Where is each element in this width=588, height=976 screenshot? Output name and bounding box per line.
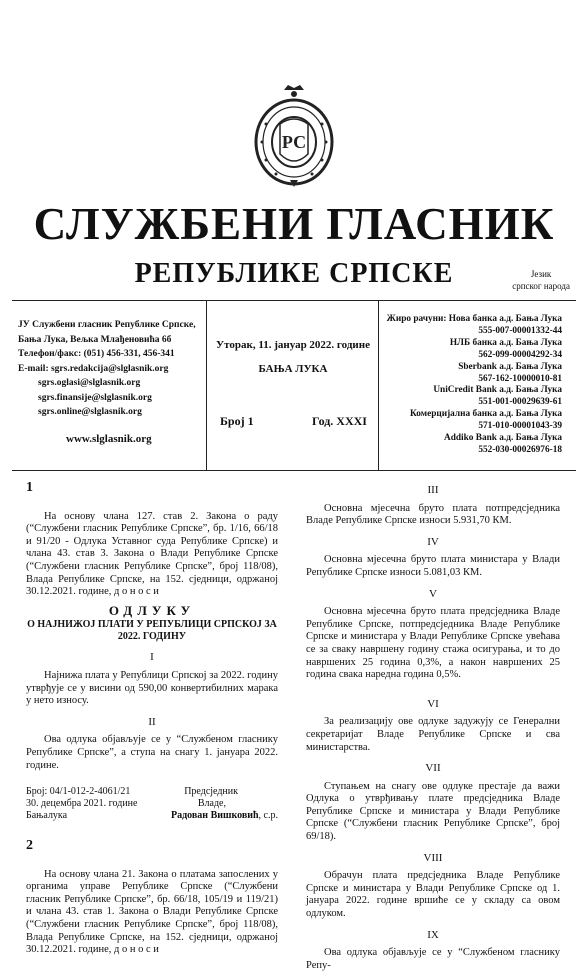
publisher-email-ads: sgrs.oglasi@slglasnik.org bbox=[38, 378, 141, 388]
signatory-org: Владе, bbox=[197, 798, 226, 810]
issue-place: БАЊА ЛУКА bbox=[258, 363, 328, 375]
signatory-suffix: , с.р. bbox=[258, 810, 278, 822]
section-number: IX bbox=[427, 928, 439, 941]
signature-row bbox=[26, 798, 278, 810]
bank-account: 567-162-10000010-81 bbox=[478, 373, 562, 384]
reference-place: Бањалука bbox=[26, 810, 68, 822]
item-number: 2 bbox=[26, 838, 33, 854]
reference-date: 30. децембра 2021. године bbox=[26, 798, 138, 810]
bank-name: Жиро рачуни: Нова банка а.д. Бања Лука bbox=[386, 314, 562, 324]
section-number: I bbox=[150, 651, 154, 664]
section-text: Основна мјесечна бруто плата предсједника Владе Републике Српске, потпредсједника Владе Републике Српске и министара у Влади Републике Српске увећава се за сваку навршену годину стажа осигурања, и то до навршених 25 година 0,3%, а након навршених 25 година свака наредна година 0,5%. bbox=[306, 606, 560, 681]
bank-name: UniCredit Bank а.д. Бања Лука bbox=[433, 385, 562, 396]
item-number: 1 bbox=[26, 480, 33, 495]
section-number: VI bbox=[427, 697, 439, 710]
svg-text:РС: РС bbox=[281, 132, 307, 152]
left-column bbox=[26, 482, 278, 961]
bank-name: Sberbank а.д. Бања Лука bbox=[458, 361, 562, 372]
language-note bbox=[512, 268, 570, 292]
publisher-info bbox=[18, 318, 208, 446]
header-top-rule bbox=[12, 300, 576, 301]
bank-account: 555-007-00001332-44 bbox=[478, 325, 562, 336]
section-text: Најнижа плата у Републици Српској за 2022. годину утврђује се у висини од 590,00 конвертибилних марака у нето износу. bbox=[26, 669, 278, 707]
section-number: VII bbox=[425, 762, 441, 775]
bank-name: Addiko Bank а.д. Бања Лука bbox=[443, 433, 562, 444]
section-text: За реализацију ове одлуке задужују се Генерални секретаријат Владе Републике Српске и сва министарства. bbox=[306, 716, 560, 753]
publisher-email: E-mail: sgrs.redakcija@slglasnik.org bbox=[18, 363, 169, 374]
publisher-phone: Телефон/факс: (051) 456-331, 456-341 bbox=[18, 349, 175, 359]
section-text: Ова одлука објављује се у “Службеном гласнику Репу- bbox=[306, 947, 560, 971]
section-number: IV bbox=[427, 535, 439, 548]
bank-accounts bbox=[372, 314, 562, 457]
issue-number: Број 1 bbox=[220, 414, 254, 428]
section-number: III bbox=[427, 484, 439, 496]
issue-year: Год. XXXI bbox=[312, 414, 367, 428]
bank-name: НЛБ банка а.д. Бања Лука bbox=[449, 337, 562, 348]
signature-row bbox=[26, 786, 278, 798]
bank-name: Комерцијална банка а.д. Бања Лука bbox=[409, 409, 562, 420]
language-note-line2: српског народа bbox=[512, 281, 570, 291]
bank-account: 571-010-00001043-39 bbox=[478, 421, 562, 432]
signatory bbox=[171, 810, 278, 822]
header-bottom-rule bbox=[12, 470, 576, 471]
section-number: V bbox=[429, 587, 437, 600]
section-number: VIII bbox=[423, 851, 443, 864]
coat-of-arms-seal bbox=[252, 84, 336, 188]
publisher-website: www.slglasnik.org bbox=[66, 432, 152, 445]
section-text: Ступањем на снагу ове одлуке престаје да важи Одлука о утврђивању плате предсједника Владе Републике Српске и министара у Влади Републике Српске (“Службени гласник Републике Српске”, број 69/18). bbox=[306, 780, 560, 843]
section-text: Основна мјесечна бруто плата министара у Влади Републике Српске износи 5.081,03 КМ. bbox=[306, 554, 560, 578]
language-note-line1: Језик bbox=[530, 269, 552, 279]
decree-heading: ОДЛУКУ bbox=[108, 602, 196, 618]
signatory-role: Предсједник bbox=[184, 786, 238, 798]
publisher-line1: ЈУ Службени гласник Републике Српске, bbox=[18, 320, 196, 330]
decree-title: О НАЈНИЖОЈ ПЛАТИ У РЕПУБЛИЦИ СРПСКОЈ ЗА 2022. ГОДИНУ bbox=[27, 619, 277, 643]
bank-account: 562-099-00004292-34 bbox=[478, 349, 562, 360]
publisher-email-online: sgrs.online@slglasnik.org bbox=[38, 407, 142, 417]
preamble: На основу члана 21. Закона о платама запослених у органима управе Републике Српске (“Службени гласник Републике Српске”, бр. 66/18, 105/19 и 119/21) и члана 43. став 1. Закона о Влади Републике Српске (“Службени гласник Републике Српске”, број 118/08), Влада Републике Српске, на 152. сједници, одржаној 30.12.2021. године, д о н о с и bbox=[26, 868, 278, 956]
bank-account: 552-030-00026976-18 bbox=[478, 444, 562, 455]
section-text: Ова одлука објављује се у “Службеном гласнику Републике Српске”, а ступа на снагу 1. јануара 2022. године. bbox=[26, 734, 278, 771]
publisher-line2: Бања Лука, Вељка Млађеновића 6б bbox=[18, 334, 172, 345]
preamble: На основу члана 127. став 2. Закона о раду (“Службени гласник Републике Српске”, бр. 1/16, 66/18 и 91/20 - Одлука Уставног суда Републике Српске) и члана 43. став 3. Закона о Влади Републике Српске (“Службени гласник Републике Српске”, број 118/08), Влада Републике Српске, на 152. сједници, одржаној 30.12.2021. године, д о н о с и bbox=[26, 510, 278, 598]
right-column bbox=[306, 484, 560, 976]
signature-row bbox=[26, 810, 278, 822]
section-text: Обрачун плата предсједника Владе Републике Српске и министара у Влади Републике Српске од 1. јануара 2022. године вршиће се у складу са овом одлуком. bbox=[306, 870, 560, 920]
gazette-subtitle: РЕПУБЛИКЕ СРПСКЕ bbox=[134, 258, 454, 289]
section-text: Основна мјесечна бруто плата потпредсједника Владе Републике Српске износи 5.931,70 КМ. bbox=[306, 502, 560, 527]
gazette-title: СЛУЖБЕНИ ГЛАСНИК bbox=[33, 198, 555, 249]
publisher-email-finance: sgrs.finansije@slglasnik.org bbox=[38, 392, 152, 403]
section-number: II bbox=[148, 715, 156, 728]
issue-date: Уторак, 11. јануар 2022. године bbox=[216, 339, 370, 351]
bank-account: 551-001-00029639-61 bbox=[478, 397, 562, 408]
reference-number: Број: 04/1-012-2-4061/21 bbox=[26, 786, 131, 798]
signatory-name: Радован Вишковић bbox=[170, 810, 259, 822]
